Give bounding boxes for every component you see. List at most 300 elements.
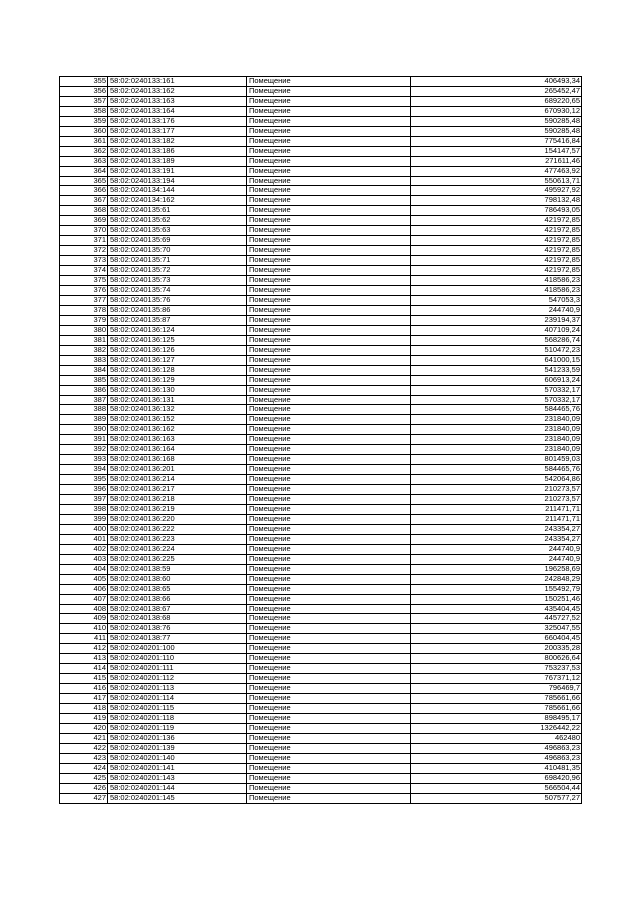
- value-cell: 231840,09: [411, 415, 582, 425]
- cadastral-number-cell: 58:02:0240138:66: [108, 594, 247, 604]
- value-cell: 542064,86: [411, 475, 582, 485]
- object-type-cell: Помещение: [247, 415, 411, 425]
- object-type-cell: Помещение: [247, 664, 411, 674]
- object-type-cell: Помещение: [247, 156, 411, 166]
- object-type-cell: Помещение: [247, 634, 411, 644]
- table-row: [60, 246, 582, 256]
- row-number-cell: 378: [60, 305, 108, 315]
- value-cell: 211471,71: [411, 504, 582, 514]
- object-type-cell: Помещение: [247, 773, 411, 783]
- cadastral-number-cell: 58:02:0240133:163: [108, 96, 247, 106]
- object-type-cell: Помещение: [247, 624, 411, 634]
- row-number-cell: 356: [60, 86, 108, 96]
- value-cell: 244740,9: [411, 554, 582, 564]
- table-row: [60, 514, 582, 524]
- value-cell: 445727,52: [411, 614, 582, 624]
- row-number-cell: 425: [60, 773, 108, 783]
- object-type-cell: Помещение: [247, 196, 411, 206]
- object-type-cell: Помещение: [247, 694, 411, 704]
- cadastral-number-cell: 58:02:0240201:113: [108, 684, 247, 694]
- row-number-cell: 427: [60, 793, 108, 803]
- cadastral-number-cell: 58:02:0240134:144: [108, 186, 247, 196]
- cadastral-number-cell: 58:02:0240136:152: [108, 415, 247, 425]
- table-row: [60, 236, 582, 246]
- value-cell: 767371,12: [411, 674, 582, 684]
- cadastral-number-cell: 58:02:0240135:71: [108, 256, 247, 266]
- table-row: [60, 654, 582, 664]
- value-cell: 271611,46: [411, 156, 582, 166]
- row-number-cell: 422: [60, 743, 108, 753]
- row-number-cell: 410: [60, 624, 108, 634]
- object-type-cell: Помещение: [247, 295, 411, 305]
- row-number-cell: 359: [60, 116, 108, 126]
- table-row: [60, 405, 582, 415]
- cadastral-number-cell: 58:02:0240201:111: [108, 664, 247, 674]
- row-number-cell: 373: [60, 256, 108, 266]
- value-cell: 418586,23: [411, 286, 582, 296]
- table-row: [60, 704, 582, 714]
- row-number-cell: 393: [60, 455, 108, 465]
- cadastral-number-cell: 58:02:0240136:220: [108, 514, 247, 524]
- table-row: [60, 624, 582, 634]
- cadastral-number-cell: 58:02:0240201:140: [108, 753, 247, 763]
- cadastral-number-cell: 58:02:0240201:119: [108, 723, 247, 733]
- value-cell: 421972,85: [411, 236, 582, 246]
- table-row: [60, 286, 582, 296]
- row-number-cell: 392: [60, 445, 108, 455]
- value-cell: 570332,17: [411, 385, 582, 395]
- row-number-cell: 426: [60, 783, 108, 793]
- object-type-cell: Помещение: [247, 485, 411, 495]
- property-table-body: [60, 77, 582, 804]
- object-type-cell: Помещение: [247, 86, 411, 96]
- table-row: [60, 763, 582, 773]
- row-number-cell: 380: [60, 325, 108, 335]
- table-row: [60, 594, 582, 604]
- table-row: [60, 534, 582, 544]
- row-number-cell: 365: [60, 176, 108, 186]
- cadastral-number-cell: 58:02:0240134:162: [108, 196, 247, 206]
- cadastral-number-cell: 58:02:0240138:65: [108, 584, 247, 594]
- value-cell: 243354,27: [411, 534, 582, 544]
- value-cell: 785661,66: [411, 704, 582, 714]
- table-row: [60, 305, 582, 315]
- cadastral-number-cell: 58:02:0240136:223: [108, 534, 247, 544]
- table-row: [60, 674, 582, 684]
- value-cell: 421972,85: [411, 216, 582, 226]
- object-type-cell: Помещение: [247, 445, 411, 455]
- cadastral-number-cell: 58:02:0240136:164: [108, 445, 247, 455]
- cadastral-number-cell: 58:02:0240133:182: [108, 136, 247, 146]
- cadastral-number-cell: 58:02:0240133:162: [108, 86, 247, 96]
- cadastral-number-cell: 58:02:0240133:191: [108, 166, 247, 176]
- row-number-cell: 397: [60, 495, 108, 505]
- row-number-cell: 376: [60, 286, 108, 296]
- object-type-cell: Помещение: [247, 345, 411, 355]
- object-type-cell: Помещение: [247, 594, 411, 604]
- table-row: [60, 166, 582, 176]
- value-cell: 641000,15: [411, 355, 582, 365]
- object-type-cell: Помещение: [247, 106, 411, 116]
- cadastral-number-cell: 58:02:0240135:73: [108, 276, 247, 286]
- value-cell: 325047,55: [411, 624, 582, 634]
- row-number-cell: 364: [60, 166, 108, 176]
- cadastral-number-cell: 58:02:0240136:132: [108, 405, 247, 415]
- value-cell: 435404,45: [411, 604, 582, 614]
- row-number-cell: 417: [60, 694, 108, 704]
- cadastral-number-cell: 58:02:0240136:127: [108, 355, 247, 365]
- table-row: [60, 723, 582, 733]
- object-type-cell: Помещение: [247, 684, 411, 694]
- cadastral-number-cell: 58:02:0240201:143: [108, 773, 247, 783]
- value-cell: 495927,92: [411, 186, 582, 196]
- table-row: [60, 485, 582, 495]
- cadastral-number-cell: 58:02:0240135:69: [108, 236, 247, 246]
- cadastral-number-cell: 58:02:0240136:219: [108, 504, 247, 514]
- cadastral-number-cell: 58:02:0240136:163: [108, 435, 247, 445]
- object-type-cell: Помещение: [247, 395, 411, 405]
- row-number-cell: 382: [60, 345, 108, 355]
- value-cell: 796469,7: [411, 684, 582, 694]
- value-cell: 568286,74: [411, 335, 582, 345]
- value-cell: 421972,85: [411, 266, 582, 276]
- table-row: [60, 445, 582, 455]
- cadastral-number-cell: 58:02:0240136:129: [108, 375, 247, 385]
- cadastral-number-cell: 58:02:0240133:186: [108, 146, 247, 156]
- cadastral-number-cell: 58:02:0240136:124: [108, 325, 247, 335]
- table-row: [60, 743, 582, 753]
- value-cell: 407109,24: [411, 325, 582, 335]
- cadastral-number-cell: 58:02:0240136:126: [108, 345, 247, 355]
- object-type-cell: Помещение: [247, 524, 411, 534]
- cadastral-number-cell: 58:02:0240135:86: [108, 305, 247, 315]
- table-row: [60, 564, 582, 574]
- cadastral-number-cell: 58:02:0240201:144: [108, 783, 247, 793]
- cadastral-number-cell: 58:02:0240136:218: [108, 495, 247, 505]
- object-type-cell: Помещение: [247, 355, 411, 365]
- value-cell: 244740,9: [411, 305, 582, 315]
- row-number-cell: 420: [60, 723, 108, 733]
- object-type-cell: Помещение: [247, 783, 411, 793]
- row-number-cell: 383: [60, 355, 108, 365]
- row-number-cell: 400: [60, 524, 108, 534]
- table-row: [60, 116, 582, 126]
- value-cell: 510472,23: [411, 345, 582, 355]
- cadastral-number-cell: 58:02:0240138:67: [108, 604, 247, 614]
- cadastral-number-cell: 58:02:0240133:194: [108, 176, 247, 186]
- table-row: [60, 773, 582, 783]
- cadastral-number-cell: 58:02:0240135:72: [108, 266, 247, 276]
- object-type-cell: Помещение: [247, 315, 411, 325]
- cadastral-number-cell: 58:02:0240201:136: [108, 733, 247, 743]
- object-type-cell: Помещение: [247, 365, 411, 375]
- value-cell: 541233,59: [411, 365, 582, 375]
- row-number-cell: 416: [60, 684, 108, 694]
- object-type-cell: Помещение: [247, 534, 411, 544]
- table-row: [60, 475, 582, 485]
- row-number-cell: 409: [60, 614, 108, 624]
- row-number-cell: 366: [60, 186, 108, 196]
- cadastral-number-cell: 58:02:0240201:118: [108, 714, 247, 724]
- value-cell: 421972,85: [411, 246, 582, 256]
- table-row: [60, 733, 582, 743]
- row-number-cell: 403: [60, 554, 108, 564]
- value-cell: 462480: [411, 733, 582, 743]
- value-cell: 800626,64: [411, 654, 582, 664]
- row-number-cell: 402: [60, 544, 108, 554]
- table-row: [60, 664, 582, 674]
- row-number-cell: 357: [60, 96, 108, 106]
- table-row: [60, 206, 582, 216]
- value-cell: 689220,65: [411, 96, 582, 106]
- object-type-cell: Помещение: [247, 614, 411, 624]
- row-number-cell: 401: [60, 534, 108, 544]
- object-type-cell: Помещение: [247, 714, 411, 724]
- value-cell: 898495,17: [411, 714, 582, 724]
- table-row: [60, 77, 582, 87]
- value-cell: 566504,44: [411, 783, 582, 793]
- value-cell: 660404,45: [411, 634, 582, 644]
- row-number-cell: 370: [60, 226, 108, 236]
- table-row: [60, 176, 582, 186]
- cadastral-number-cell: 58:02:0240135:61: [108, 206, 247, 216]
- table-row: [60, 504, 582, 514]
- object-type-cell: Помещение: [247, 375, 411, 385]
- row-number-cell: 398: [60, 504, 108, 514]
- table-row: [60, 554, 582, 564]
- object-type-cell: Помещение: [247, 574, 411, 584]
- row-number-cell: 384: [60, 365, 108, 375]
- table-row: [60, 415, 582, 425]
- value-cell: 200335,28: [411, 644, 582, 654]
- cadastral-number-cell: 58:02:0240138:76: [108, 624, 247, 634]
- cadastral-number-cell: 58:02:0240136:225: [108, 554, 247, 564]
- row-number-cell: 389: [60, 415, 108, 425]
- object-type-cell: Помещение: [247, 793, 411, 803]
- object-type-cell: Помещение: [247, 385, 411, 395]
- table-row: [60, 495, 582, 505]
- row-number-cell: 379: [60, 315, 108, 325]
- value-cell: 154147,57: [411, 146, 582, 156]
- row-number-cell: 390: [60, 425, 108, 435]
- object-type-cell: Помещение: [247, 405, 411, 415]
- row-number-cell: 381: [60, 335, 108, 345]
- cadastral-number-cell: 58:02:0240136:222: [108, 524, 247, 534]
- row-number-cell: 388: [60, 405, 108, 415]
- value-cell: 150251,46: [411, 594, 582, 604]
- value-cell: 698420,96: [411, 773, 582, 783]
- table-row: [60, 226, 582, 236]
- value-cell: 477463,92: [411, 166, 582, 176]
- table-row: [60, 395, 582, 405]
- cadastral-number-cell: 58:02:0240136:128: [108, 365, 247, 375]
- value-cell: 243354,27: [411, 524, 582, 534]
- object-type-cell: Помещение: [247, 246, 411, 256]
- value-cell: 775416,84: [411, 136, 582, 146]
- cadastral-number-cell: 58:02:0240135:70: [108, 246, 247, 256]
- cadastral-number-cell: 58:02:0240136:201: [108, 465, 247, 475]
- cadastral-number-cell: 58:02:0240201:100: [108, 644, 247, 654]
- value-cell: 265452,47: [411, 86, 582, 96]
- object-type-cell: Помещение: [247, 654, 411, 664]
- row-number-cell: 367: [60, 196, 108, 206]
- value-cell: 590285,48: [411, 126, 582, 136]
- table-row: [60, 584, 582, 594]
- table-row: [60, 186, 582, 196]
- cadastral-number-cell: 58:02:0240201:112: [108, 674, 247, 684]
- cadastral-number-cell: 58:02:0240136:224: [108, 544, 247, 554]
- table-row: [60, 425, 582, 435]
- row-number-cell: 408: [60, 604, 108, 614]
- table-row: [60, 694, 582, 704]
- object-type-cell: Помещение: [247, 96, 411, 106]
- value-cell: 496863,23: [411, 753, 582, 763]
- value-cell: 211471,71: [411, 514, 582, 524]
- table-row: [60, 574, 582, 584]
- object-type-cell: Помещение: [247, 564, 411, 574]
- object-type-cell: Помещение: [247, 544, 411, 554]
- table-row: [60, 793, 582, 803]
- value-cell: 606913,24: [411, 375, 582, 385]
- table-row: [60, 385, 582, 395]
- object-type-cell: Помещение: [247, 644, 411, 654]
- value-cell: 547053,3: [411, 295, 582, 305]
- object-type-cell: Помещение: [247, 584, 411, 594]
- value-cell: 418586,23: [411, 276, 582, 286]
- row-number-cell: 387: [60, 395, 108, 405]
- table-row: [60, 335, 582, 345]
- object-type-cell: Помещение: [247, 136, 411, 146]
- object-type-cell: Помещение: [247, 425, 411, 435]
- cadastral-number-cell: 58:02:0240133:164: [108, 106, 247, 116]
- value-cell: 584465,76: [411, 465, 582, 475]
- object-type-cell: Помещение: [247, 216, 411, 226]
- object-type-cell: Помещение: [247, 305, 411, 315]
- table-row: [60, 684, 582, 694]
- object-type-cell: Помещение: [247, 763, 411, 773]
- object-type-cell: Помещение: [247, 126, 411, 136]
- table-row: [60, 355, 582, 365]
- value-cell: 239194,37: [411, 315, 582, 325]
- cadastral-number-cell: 58:02:0240138:59: [108, 564, 247, 574]
- object-type-cell: Помещение: [247, 226, 411, 236]
- row-number-cell: 362: [60, 146, 108, 156]
- object-type-cell: Помещение: [247, 435, 411, 445]
- value-cell: 550613,71: [411, 176, 582, 186]
- object-type-cell: Помещение: [247, 166, 411, 176]
- cadastral-number-cell: 58:02:0240201:145: [108, 793, 247, 803]
- object-type-cell: Помещение: [247, 743, 411, 753]
- cadastral-number-cell: 58:02:0240136:130: [108, 385, 247, 395]
- table-row: [60, 86, 582, 96]
- cadastral-number-cell: 58:02:0240133:176: [108, 116, 247, 126]
- row-number-cell: 411: [60, 634, 108, 644]
- value-cell: 590285,48: [411, 116, 582, 126]
- cadastral-number-cell: 58:02:0240135:62: [108, 216, 247, 226]
- row-number-cell: 361: [60, 136, 108, 146]
- row-number-cell: 369: [60, 216, 108, 226]
- object-type-cell: Помещение: [247, 286, 411, 296]
- row-number-cell: 405: [60, 574, 108, 584]
- cadastral-number-cell: 58:02:0240135:74: [108, 286, 247, 296]
- cadastral-number-cell: 58:02:0240201:110: [108, 654, 247, 664]
- table-row: [60, 315, 582, 325]
- table-row: [60, 644, 582, 654]
- row-number-cell: 394: [60, 465, 108, 475]
- cadastral-number-cell: 58:02:0240136:214: [108, 475, 247, 485]
- table-row: [60, 96, 582, 106]
- object-type-cell: Помещение: [247, 335, 411, 345]
- object-type-cell: Помещение: [247, 256, 411, 266]
- row-number-cell: 415: [60, 674, 108, 684]
- object-type-cell: Помещение: [247, 146, 411, 156]
- value-cell: 155492,79: [411, 584, 582, 594]
- row-number-cell: 407: [60, 594, 108, 604]
- object-type-cell: Помещение: [247, 77, 411, 87]
- row-number-cell: 395: [60, 475, 108, 485]
- object-type-cell: Помещение: [247, 723, 411, 733]
- row-number-cell: 385: [60, 375, 108, 385]
- table-row: [60, 465, 582, 475]
- cadastral-number-cell: 58:02:0240138:60: [108, 574, 247, 584]
- object-type-cell: Помещение: [247, 236, 411, 246]
- table-row: [60, 455, 582, 465]
- cadastral-number-cell: 58:02:0240136:125: [108, 335, 247, 345]
- table-row: [60, 544, 582, 554]
- cadastral-number-cell: 58:02:0240133:189: [108, 156, 247, 166]
- cadastral-number-cell: 58:02:0240201:141: [108, 763, 247, 773]
- object-type-cell: Помещение: [247, 116, 411, 126]
- cadastral-number-cell: 58:02:0240136:162: [108, 425, 247, 435]
- value-cell: 507577,27: [411, 793, 582, 803]
- object-type-cell: Помещение: [247, 504, 411, 514]
- object-type-cell: Помещение: [247, 325, 411, 335]
- cadastral-number-cell: 58:02:0240136:131: [108, 395, 247, 405]
- row-number-cell: 404: [60, 564, 108, 574]
- value-cell: 242848,29: [411, 574, 582, 584]
- object-type-cell: Помещение: [247, 206, 411, 216]
- table-row: [60, 266, 582, 276]
- object-type-cell: Помещение: [247, 554, 411, 564]
- table-row: [60, 614, 582, 624]
- table-row: [60, 216, 582, 226]
- cadastral-number-cell: 58:02:0240135:76: [108, 295, 247, 305]
- value-cell: 785661,66: [411, 694, 582, 704]
- table-row: [60, 146, 582, 156]
- value-cell: 753237,53: [411, 664, 582, 674]
- row-number-cell: 419: [60, 714, 108, 724]
- value-cell: 210273,57: [411, 485, 582, 495]
- cadastral-number-cell: 58:02:0240133:161: [108, 77, 247, 87]
- row-number-cell: 371: [60, 236, 108, 246]
- table-row: [60, 196, 582, 206]
- table-row: [60, 604, 582, 614]
- row-number-cell: 363: [60, 156, 108, 166]
- object-type-cell: Помещение: [247, 475, 411, 485]
- row-number-cell: 360: [60, 126, 108, 136]
- row-number-cell: 396: [60, 485, 108, 495]
- table-row: [60, 375, 582, 385]
- cadastral-number-cell: 58:02:0240138:77: [108, 634, 247, 644]
- value-cell: 1326442,22: [411, 723, 582, 733]
- object-type-cell: Помещение: [247, 186, 411, 196]
- cadastral-number-cell: 58:02:0240201:114: [108, 694, 247, 704]
- value-cell: 244740,9: [411, 544, 582, 554]
- row-number-cell: 412: [60, 644, 108, 654]
- row-number-cell: 374: [60, 266, 108, 276]
- row-number-cell: 413: [60, 654, 108, 664]
- value-cell: 196258,69: [411, 564, 582, 574]
